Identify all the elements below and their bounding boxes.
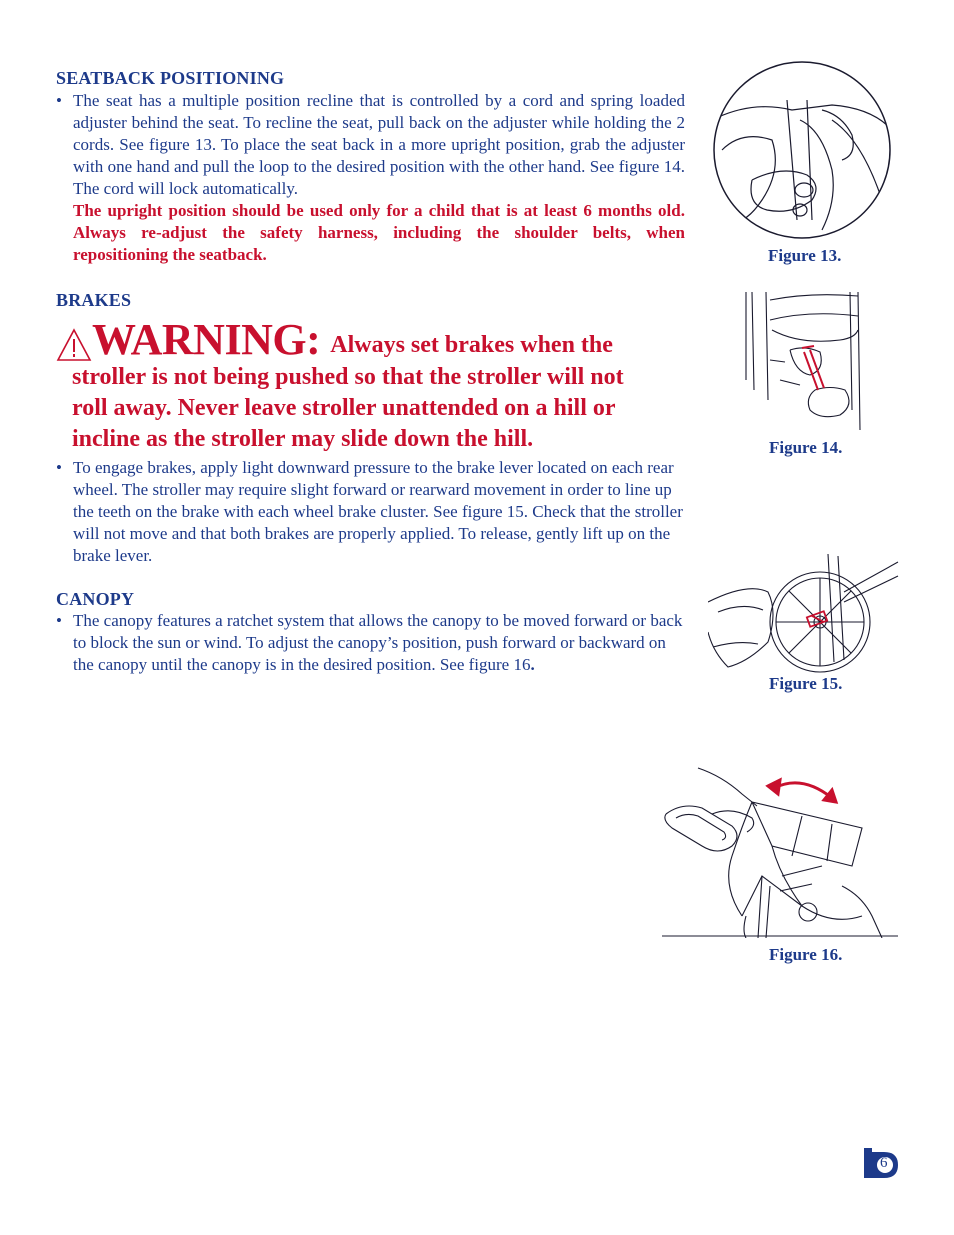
warning-line-3: roll away. Never leave stroller unattended on a hill or (72, 395, 616, 421)
figure-14-caption: Figure 14. (769, 438, 843, 457)
figure-13-caption: Figure 13. (768, 246, 842, 265)
brakes-bullet-item (56, 457, 685, 567)
seatback-heading: SEATBACK POSITIONING (56, 68, 285, 88)
seatback-bullet-item (56, 90, 685, 266)
brakes-heading: BRAKES (56, 290, 132, 310)
warning-triangle-icon (56, 328, 92, 362)
figure-15-image (708, 552, 900, 676)
bullet: • (56, 91, 62, 110)
canopy-bullet-item (56, 610, 685, 676)
canopy-body-wrap (73, 610, 685, 676)
warning-lead: Always set brakes when the (330, 332, 613, 358)
bullet: • (56, 611, 62, 630)
page-number: 6 (880, 1155, 888, 1171)
seatback-body: The seat has a multiple position recline that is controlled by a cord and spring loaded adjuster behind the seat. To recline the seat, pull back on the adjuster while holding the 2 cords. See figure 13. To place the seat back in a more upright position, grab the adjuster with one hand and pull the loop to the desired position with the other hand. See figure 14. The cord will lock automatically. (73, 91, 685, 198)
seatback-warning: The upright position should be used only for a child that is at least 6 months old. Always re-adjust the safety harness, including the shoulder belts, when repositioning the seatback. (73, 201, 685, 264)
brakes-body: To engage brakes, apply light downward pressure to the brake lever located on each rear wheel. The stroller may require slight forward or rearward movement in order to line up the teeth on the brake with each wheel brake cluster. See figure 15. Check that the stroller will not move and that both brakes are properly applied. To release, gently lift up on the brake lever. (73, 458, 683, 565)
warning-line-4: incline as the stroller may slide down the hill. (72, 426, 534, 452)
figure-16-caption: Figure 16. (769, 945, 843, 964)
figure-13-image (712, 60, 892, 240)
figure-15-caption: Figure 15. (769, 674, 843, 693)
warning-line-2: stroller is not being pushed so that the stroller will not (72, 364, 624, 390)
canopy-body: The canopy features a ratchet system that allows the canopy to be moved forward or back to block the sun or wind. To adjust the canopy’s position, push forward or backward on the canopy until the canopy is in the desired position. See figure 16 (73, 611, 683, 674)
brakes-warning (56, 315, 696, 455)
warning-word: WARNING: (92, 315, 321, 364)
canopy-heading: CANOPY (56, 589, 135, 609)
canopy-body-end: . (530, 655, 535, 674)
figure-16-image (662, 766, 898, 938)
figure-14-image (740, 290, 862, 430)
bullet: • (56, 458, 62, 477)
